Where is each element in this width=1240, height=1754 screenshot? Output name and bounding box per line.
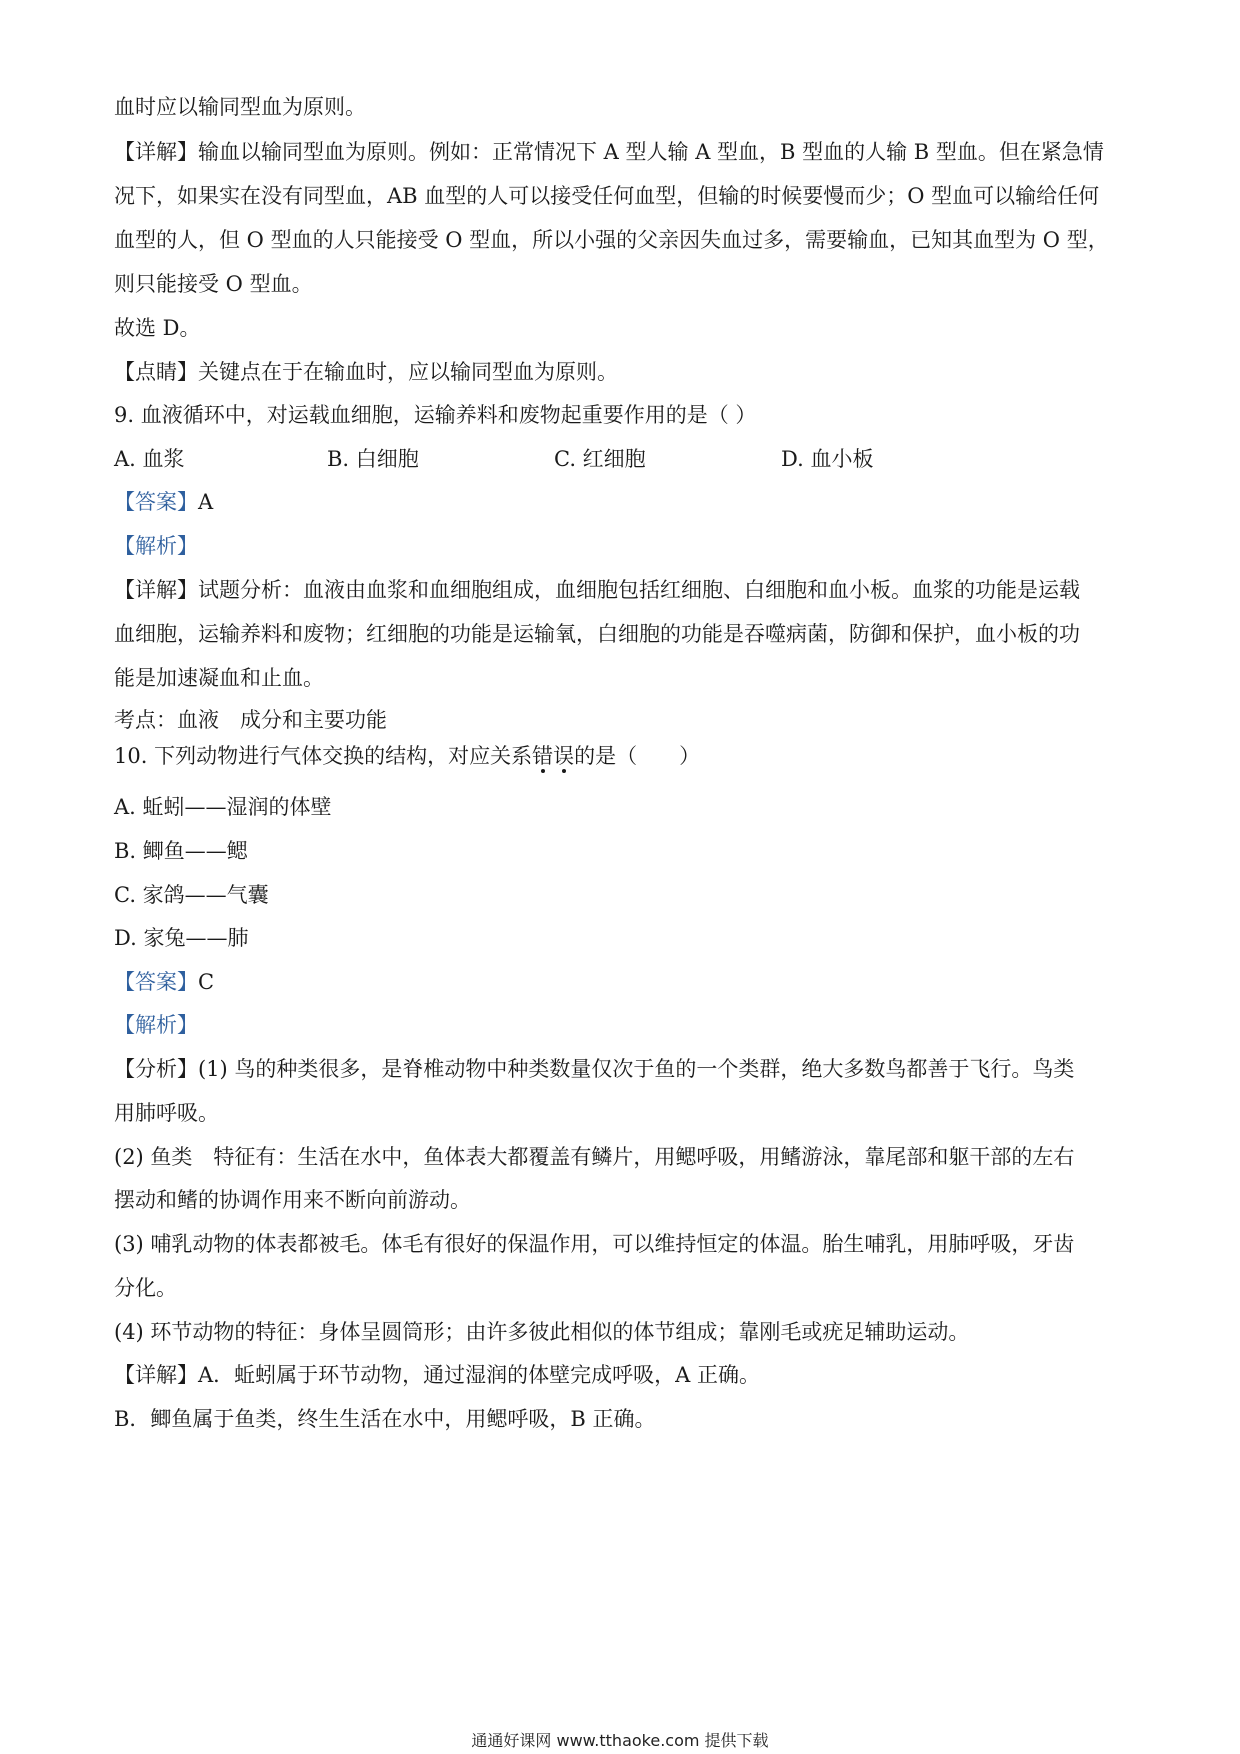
kaodian-line: 考点：血液 成分和主要功能 bbox=[114, 708, 387, 732]
option-b: B. 鲫鱼——鳃 bbox=[114, 839, 248, 863]
answer-value: A bbox=[198, 490, 214, 514]
text-line: 血细胞，运输养料和废物；红细胞的功能是运输氧，白细胞的功能是吞噬病菌，防御和保护，血小板的功 bbox=[114, 622, 1080, 646]
text-line: (2) 鱼类 特征有：生活在水中，鱼体表大都覆盖有鳞片，用鳃呼吸，用鳍游泳，靠尾部和躯干部的左右 bbox=[114, 1145, 1075, 1169]
text-line: (3) 哺乳动物的体表都被毛。体毛有很好的保温作用，可以维持恒定的体温。胎生哺乳，用肺呼吸，牙齿 bbox=[114, 1232, 1075, 1256]
emphasis-char: 误 bbox=[553, 744, 575, 768]
detail-line: 【详解】输血以输同型血为原则。例如：正常情况下 A 型人输 A 型血，B 型血的人输 B 型血。但在紧急情 bbox=[114, 140, 1104, 164]
text-line: (4) 环节动物的特征：身体呈圆筒形；由许多彼此相似的体节组成；靠刚毛或疣足辅助运动。 bbox=[114, 1320, 970, 1344]
detail-line: 【详解】A．蚯蚓属于环节动物，通过湿润的体壁完成呼吸，A 正确。 bbox=[114, 1363, 761, 1387]
detail-line: 【详解】试题分析：血液由血浆和血细胞组成，血细胞包括红细胞、白细胞和血小板。血浆的功能是运载 bbox=[114, 578, 1080, 602]
point-line: 【点睛】关键点在于在输血时，应以输同型血为原则。 bbox=[114, 360, 618, 384]
question-10-stem: 10. 下列动物进行气体交换的结构，对应关系错误的是（ ） bbox=[114, 744, 701, 768]
page-footer: 通通好课网 www.tthaoke.com 提供下载 bbox=[471, 1731, 769, 1750]
text-line: 血型的人，但 O 型血的人只能接受 O 型血，所以小强的父亲因失血过多，需要输血，已知其血型为 O 型， bbox=[114, 228, 1109, 252]
text-line: 分化。 bbox=[114, 1276, 177, 1300]
question-9-stem: 9. 血液循环中，对运载血细胞，运输养料和废物起重要作用的是（ ） bbox=[114, 403, 757, 427]
text-line: 况下，如果实在没有同型血，AB 血型的人可以接受任何血型，但输的时候要慢而少；O 型血可以输给任何 bbox=[114, 184, 1100, 208]
fenxi-tag: 【分析】 bbox=[114, 1057, 198, 1081]
analysis-tag: 【解析】 bbox=[114, 534, 198, 558]
option-d: D. 家兔——肺 bbox=[114, 926, 249, 950]
answer-tag: 【答案】 bbox=[114, 970, 198, 994]
option-d: D. 血小板 bbox=[781, 447, 874, 471]
fenxi-line: 【分析】(1) 鸟的种类很多，是脊椎动物中种类数量仅次于鱼的一个类群，绝大多数鸟都善于飞行。鸟类 bbox=[114, 1057, 1075, 1081]
option-a: A. 血浆 bbox=[114, 447, 185, 471]
detail-tag: 【详解】 bbox=[114, 578, 198, 602]
option-c: C. 红细胞 bbox=[554, 447, 646, 471]
answer-value: C bbox=[198, 970, 215, 994]
text-line: 能是加速凝血和止血。 bbox=[114, 666, 324, 690]
text-line: 摆动和鳍的协调作用来不断向前游动。 bbox=[114, 1188, 471, 1212]
detail-tag: 【详解】 bbox=[114, 1363, 198, 1387]
analysis-line bbox=[114, 531, 1134, 561]
point-tag: 【点睛】 bbox=[114, 360, 198, 384]
text-line: 故选 D。 bbox=[114, 316, 201, 340]
detail-tag: 【详解】 bbox=[114, 140, 198, 164]
text-line: 用肺呼吸。 bbox=[114, 1101, 219, 1125]
option-c: C. 家鸽——气囊 bbox=[114, 883, 269, 907]
analysis-line bbox=[114, 1010, 1134, 1040]
option-b: B. 白细胞 bbox=[327, 447, 419, 471]
option-a: A. 蚯蚓——湿润的体壁 bbox=[114, 795, 332, 819]
text-line: 血时应以输同型血为原则。 bbox=[114, 95, 366, 119]
analysis-tag: 【解析】 bbox=[114, 1013, 198, 1037]
answer-tag: 【答案】 bbox=[114, 490, 198, 514]
text-line: B．鲫鱼属于鱼类，终生生活在水中，用鳃呼吸，B 正确。 bbox=[114, 1407, 656, 1431]
emphasis-char: 错 bbox=[532, 744, 554, 768]
answer-line bbox=[114, 967, 1134, 997]
text-line: 则只能接受 O 型血。 bbox=[114, 272, 313, 296]
question-9-options bbox=[114, 444, 1134, 474]
answer-line bbox=[114, 487, 1134, 517]
